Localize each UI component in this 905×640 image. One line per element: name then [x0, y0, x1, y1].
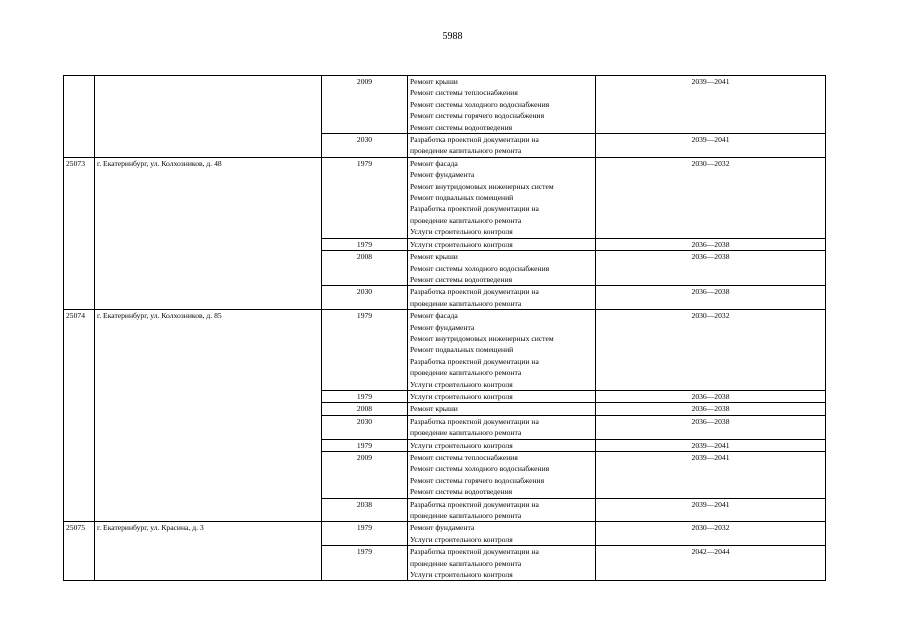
work-item: Разработка проектной документации на — [410, 287, 539, 297]
works-cell — [408, 134, 596, 158]
year-cell: 1979 — [322, 238, 408, 250]
table-row — [64, 76, 826, 134]
period-cell: 2030—2032 — [596, 310, 826, 391]
year-cell: 1979 — [322, 310, 408, 391]
object-code — [64, 76, 95, 158]
year-cell: 2009 — [322, 76, 408, 134]
work-item: проведение капитального ремонта — [410, 298, 522, 308]
works-cell — [408, 522, 596, 546]
period-cell: 2039—2041 — [596, 439, 826, 451]
works-cell — [408, 452, 596, 499]
table-row — [64, 522, 826, 546]
period-cell: 2036—2038 — [596, 390, 826, 402]
year-cell: 2009 — [322, 452, 408, 499]
table-body — [64, 76, 826, 581]
object-address: г. Екатеринбург, ул. Колхозников, д. 85 — [95, 310, 322, 522]
period-cell: 2030—2032 — [596, 522, 826, 546]
work-item: Разработка проектной документации на — [410, 499, 539, 509]
work-item: проведение капитального ремонта — [410, 558, 522, 568]
year-cell: 2030 — [322, 134, 408, 158]
work-item: Ремонт фундамента — [410, 170, 475, 180]
period-cell: 2036—2038 — [596, 403, 826, 415]
work-item: проведение капитального ремонта — [410, 428, 522, 438]
works-cell — [408, 286, 596, 310]
year-cell: 1979 — [322, 522, 408, 546]
period-cell: 2030—2032 — [596, 157, 826, 238]
year-cell: 1979 — [322, 546, 408, 581]
period-cell: 2036—2038 — [596, 251, 826, 286]
works-cell — [408, 498, 596, 522]
work-item: Услуги строительного контроля — [410, 534, 513, 544]
year-cell: 1979 — [322, 439, 408, 451]
work-item: Ремонт системы водоотведения — [410, 487, 513, 497]
work-item: Разработка проектной документации на — [410, 547, 539, 557]
works-cell — [408, 76, 596, 134]
work-item: Ремонт фасада — [410, 158, 458, 168]
period-cell: 2036—2038 — [596, 238, 826, 250]
page-number: 5988 — [442, 31, 463, 42]
work-item: Разработка проектной документации на — [410, 204, 539, 214]
work-item: Услуги строительного контроля — [410, 239, 513, 249]
works-cell — [408, 390, 596, 402]
year-cell: 2030 — [322, 286, 408, 310]
work-item: Ремонт подвальных помещений — [410, 345, 514, 355]
work-item: Услуги строительного контроля — [410, 570, 513, 580]
work-item: Ремонт системы холодного водоснабжения — [410, 263, 550, 273]
year-cell: 2038 — [322, 498, 408, 522]
work-item: Услуги строительного контроля — [410, 391, 513, 401]
period-cell: 2039—2041 — [596, 452, 826, 499]
year-cell: 2030 — [322, 415, 408, 439]
works-cell — [408, 310, 596, 391]
works-cell — [408, 403, 596, 415]
work-item: Ремонт крыши — [410, 77, 458, 86]
object-code: 25073 — [64, 157, 95, 309]
work-item: Ремонт крыши — [410, 252, 458, 262]
work-item: Ремонт системы холодного водоснабжения — [410, 99, 550, 109]
work-item: Ремонт внутридомовых инженерных систем — [410, 333, 554, 343]
object-address — [95, 76, 322, 158]
year-cell: 2008 — [322, 251, 408, 286]
period-cell: 2039—2041 — [596, 498, 826, 522]
object-address: г. Екатеринбург, ул. Красина, д. 3 — [95, 522, 322, 581]
period-cell: 2039—2041 — [596, 76, 826, 134]
work-item: Разработка проектной документации на — [410, 356, 539, 366]
work-item: Ремонт системы горячего водоснабжения — [410, 111, 545, 121]
work-item: Ремонт системы водоотведения — [410, 274, 513, 284]
work-item: Услуги строительного контроля — [410, 440, 513, 450]
work-item: проведение капитального ремонта — [410, 215, 522, 225]
year-cell: 1979 — [322, 157, 408, 238]
work-item: Ремонт фундамента — [410, 523, 475, 533]
work-item: Ремонт системы теплоснабжения — [410, 88, 518, 98]
works-cell — [408, 157, 596, 238]
work-item: Услуги строительного контроля — [410, 227, 513, 237]
work-item: проведение капитального ремонта — [410, 511, 522, 521]
period-cell: 2036—2038 — [596, 415, 826, 439]
year-cell: 2008 — [322, 403, 408, 415]
works-cell — [408, 439, 596, 451]
object-code: 25075 — [64, 522, 95, 581]
works-cell — [408, 415, 596, 439]
work-item: Ремонт системы водоотведения — [410, 122, 513, 132]
period-cell: 2039—2041 — [596, 134, 826, 158]
table-row — [64, 157, 826, 238]
capital-repair-table — [63, 75, 826, 581]
table-row — [64, 310, 826, 391]
works-cell — [408, 238, 596, 250]
period-cell: 2042—2044 — [596, 546, 826, 581]
work-item: Ремонт системы холодного водоснабжения — [410, 464, 550, 474]
work-item: Ремонт внутридомовых инженерных систем — [410, 181, 554, 191]
works-cell — [408, 546, 596, 581]
work-item: проведение капитального ремонта — [410, 146, 522, 156]
work-item: Ремонт фундамента — [410, 322, 475, 332]
work-item: Ремонт системы горячего водоснабжения — [410, 475, 545, 485]
work-item: Ремонт фасада — [410, 311, 458, 321]
object-code: 25074 — [64, 310, 95, 522]
work-item: Ремонт подвальных помещений — [410, 193, 514, 203]
work-item: Разработка проектной документации на — [410, 135, 539, 145]
works-cell — [408, 251, 596, 286]
work-item: Услуги строительного контроля — [410, 379, 513, 389]
period-cell: 2036—2038 — [596, 286, 826, 310]
work-item: Ремонт крыши — [410, 404, 458, 414]
object-address: г. Екатеринбург, ул. Колхозников, д. 48 — [95, 157, 322, 309]
work-item: проведение капитального ремонта — [410, 368, 522, 378]
work-item: Разработка проектной документации на — [410, 416, 539, 426]
year-cell: 1979 — [322, 390, 408, 402]
work-item: Ремонт системы теплоснабжения — [410, 453, 518, 462]
